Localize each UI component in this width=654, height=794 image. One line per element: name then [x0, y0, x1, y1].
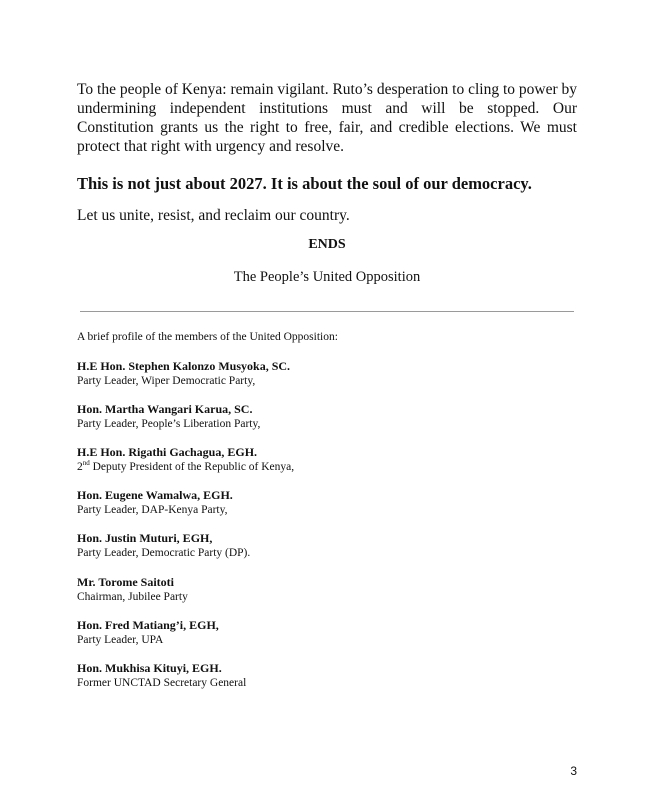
- member-entry: [77, 531, 577, 561]
- member-role: Party Leader, Democratic Party (DP).: [77, 547, 251, 559]
- member-name: Hon. Mukhisa Kituyi, EGH.: [77, 661, 222, 675]
- signatory-line: The People’s United Opposition: [233, 269, 421, 285]
- section-divider: [80, 311, 574, 312]
- member-name: Hon. Martha Wangari Karua, SC.: [77, 402, 253, 416]
- closing-appeal-paragraph: To the people of Kenya: remain vigilant. Ruto’s desperation to cling to power by undermining independent institutions must and will be stopped. Our Constitution grants us the right to free, fair, and credible elections. We must protect that right with urgency and resolve.: [77, 81, 577, 155]
- ordinal-suffix: nd: [82, 459, 90, 468]
- member-name: Hon. Eugene Wamalwa, EGH.: [77, 488, 233, 502]
- profile-intro: A brief profile of the members of the United Opposition:: [77, 331, 338, 343]
- member-entry: [77, 488, 577, 518]
- page-number: 3: [570, 764, 577, 778]
- member-entry: [77, 575, 577, 605]
- member-name: Hon. Justin Muturi, EGH,: [77, 531, 213, 545]
- member-name: H.E Hon. Stephen Kalonzo Musyoka, SC.: [77, 359, 291, 373]
- member-name: H.E Hon. Rigathi Gachagua, EGH.: [77, 445, 258, 459]
- member-role: Party Leader, DAP-Kenya Party,: [77, 504, 228, 516]
- member-role: Party Leader, Wiper Democratic Party,: [77, 375, 256, 387]
- member-name: Hon. Fred Matiang’i, EGH,: [77, 618, 219, 632]
- member-role: Former UNCTAD Secretary General: [77, 677, 247, 689]
- unite-call-paragraph: Let us unite, resist, and reclaim our country.: [77, 207, 350, 224]
- member-role: Chairman, Jubilee Party: [77, 591, 188, 603]
- member-role-with-ordinal: [77, 460, 577, 475]
- member-role-text: Deputy President of the Republic of Kenya,: [89, 461, 295, 473]
- ordinal-number: 2: [77, 461, 83, 473]
- ends-marker: ENDS: [308, 237, 346, 252]
- member-entry: [77, 402, 577, 432]
- member-role: Party Leader, People’s Liberation Party,: [77, 418, 261, 430]
- member-name: Mr. Torome Saitoti: [77, 575, 175, 589]
- member-entry: [77, 445, 577, 475]
- member-role: Party Leader, UPA: [77, 634, 164, 646]
- member-entry: [77, 661, 577, 691]
- member-entry: [77, 359, 577, 389]
- member-entry: [77, 618, 577, 648]
- democracy-statement: This is not just about 2027. It is about the soul of our democracy.: [77, 174, 532, 193]
